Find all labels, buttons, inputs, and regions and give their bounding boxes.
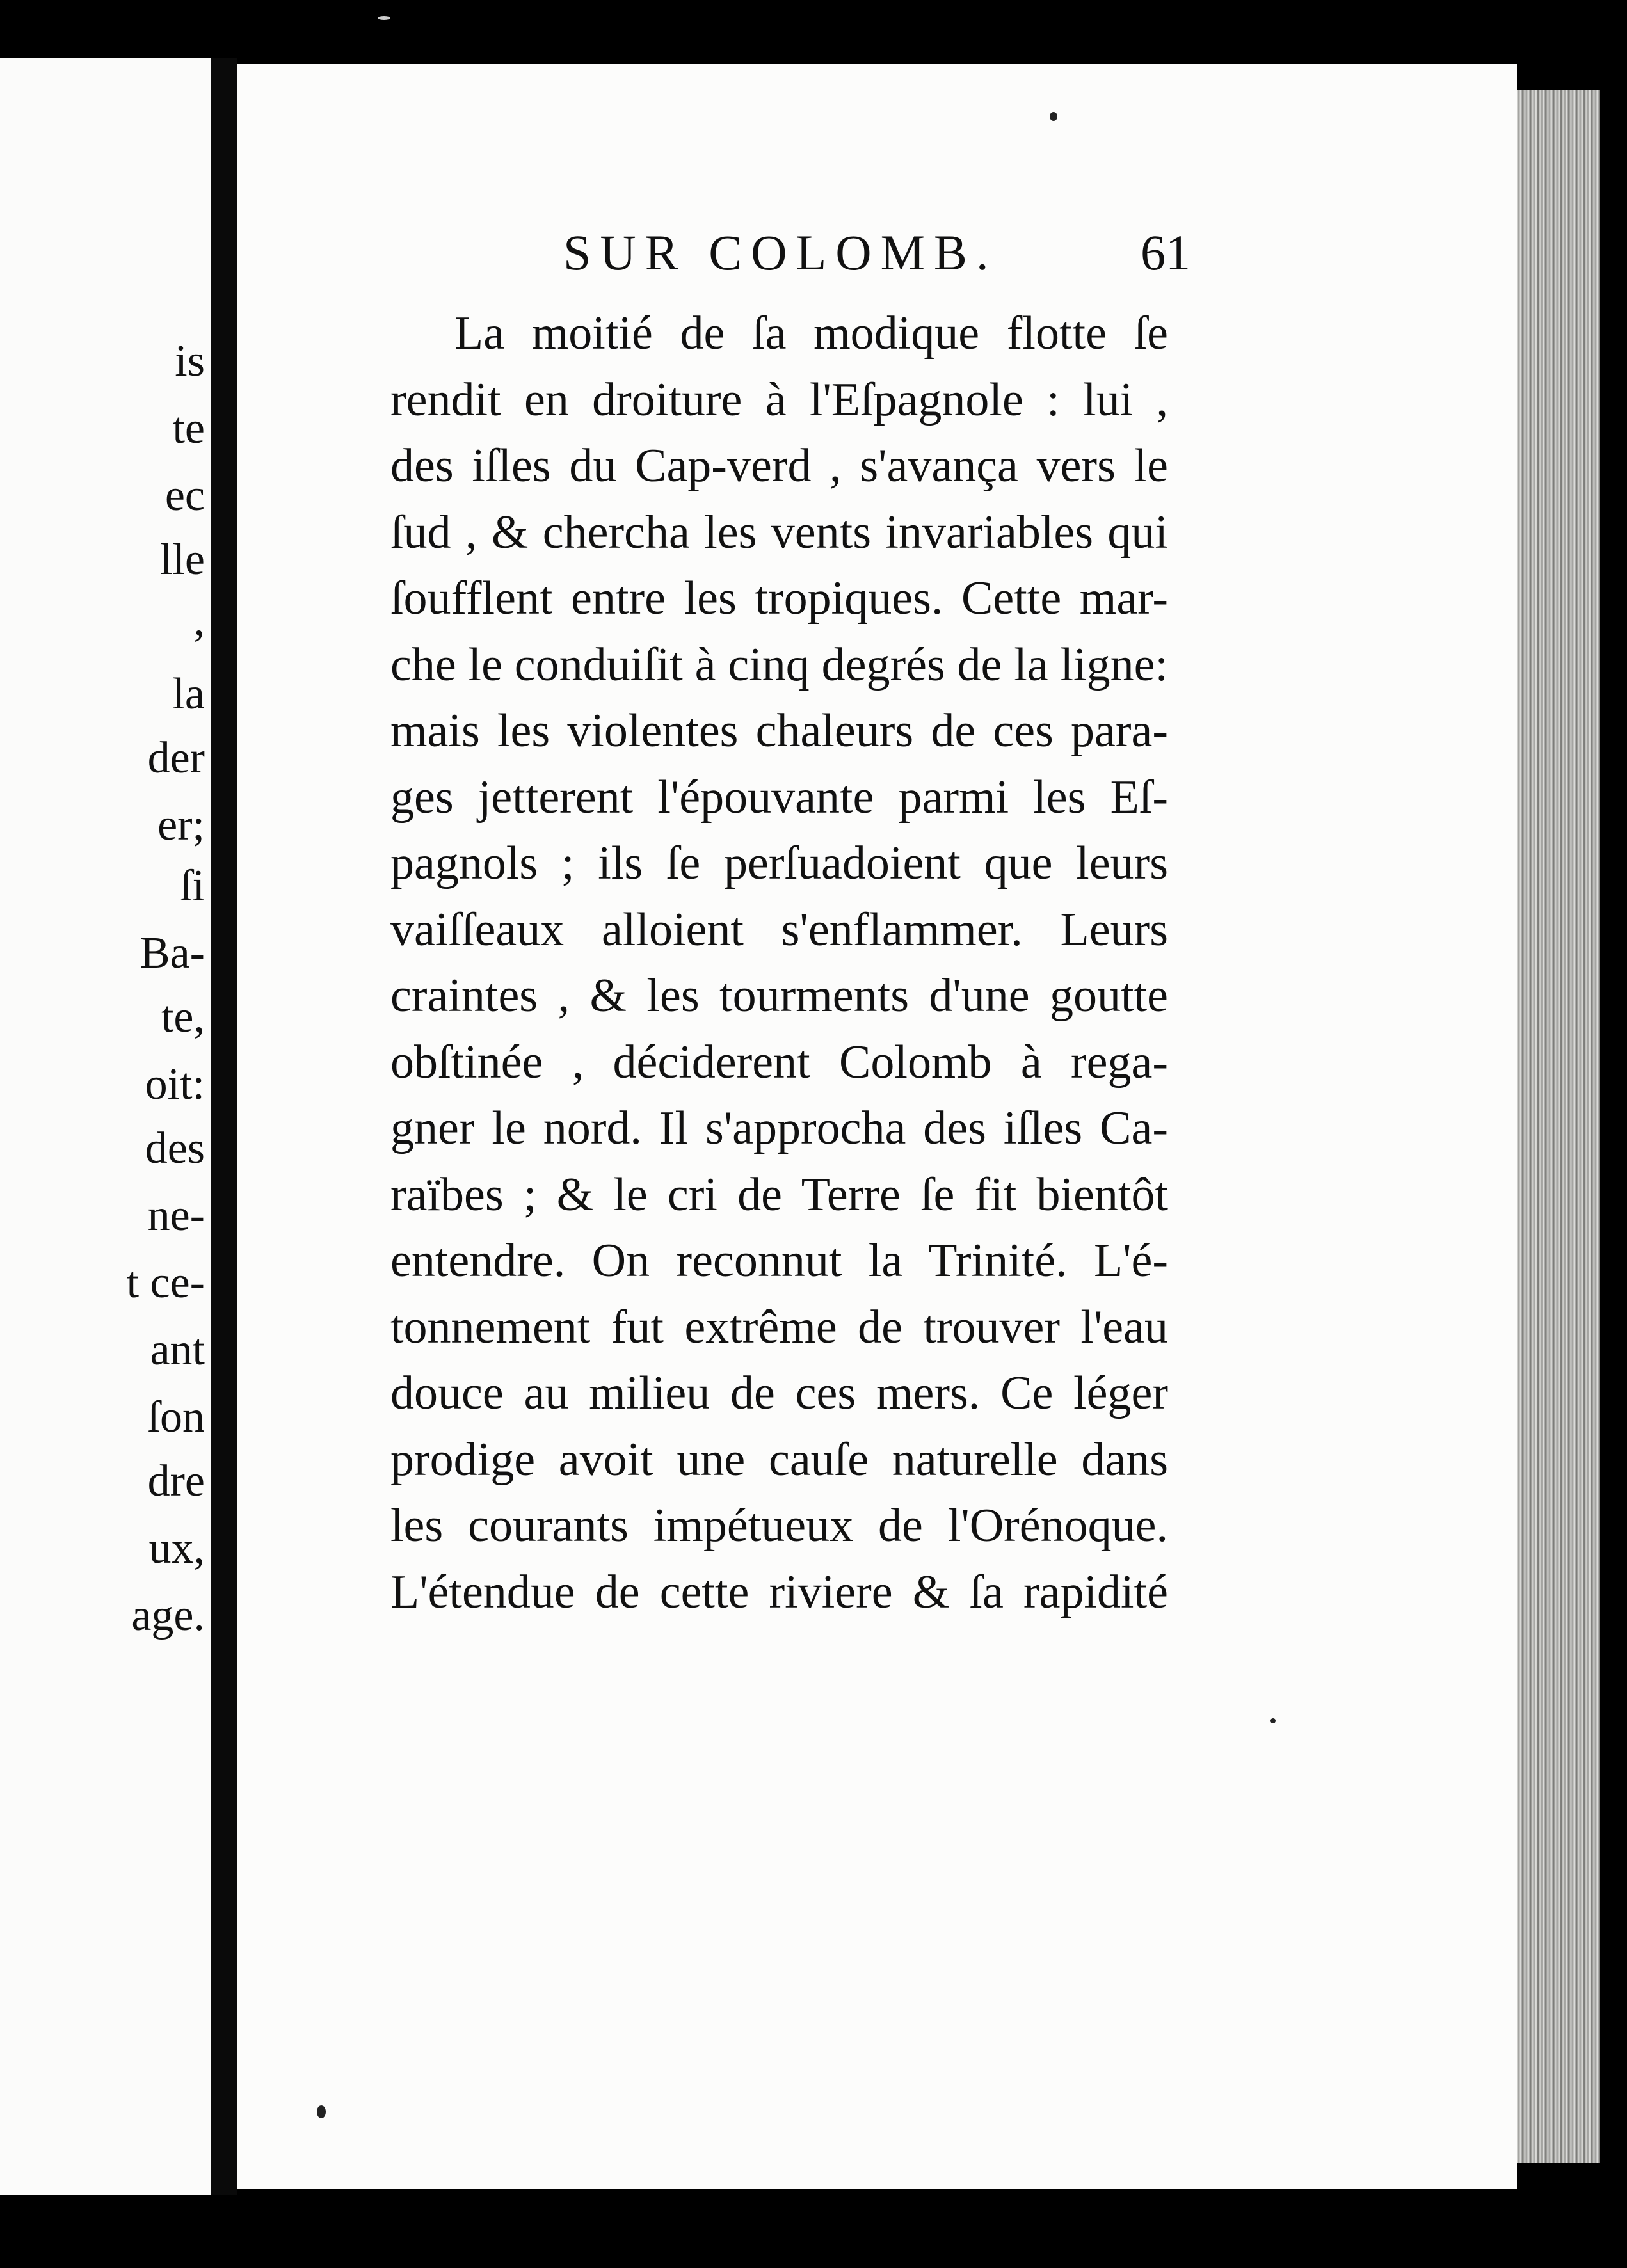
left-facing-page	[0, 58, 211, 2195]
left-fragment: ſon	[147, 1393, 205, 1442]
left-fragment: er;	[157, 801, 205, 850]
left-page-text-fragments	[0, 58, 211, 2195]
running-title: SUR COLOMB.	[563, 225, 998, 280]
text-line: che le conduiſit à cinq degrés de la ligne:	[390, 638, 1168, 691]
text-line: craintes , & les tourments d'une goutte	[390, 970, 1168, 1022]
text-line: prodige avoit une cauſe naturelle dans	[390, 1433, 1168, 1486]
left-fragment: dre	[147, 1457, 205, 1506]
left-fragment: ,	[193, 596, 205, 645]
left-fragment: des	[145, 1124, 205, 1173]
left-fragment: te,	[161, 993, 205, 1042]
book-gutter	[211, 58, 237, 2195]
left-fragment: te	[172, 404, 205, 453]
ink-speck	[378, 16, 390, 20]
left-fragment: ux,	[148, 1524, 205, 1573]
left-fragment: t ce-	[126, 1258, 205, 1307]
left-fragment: age.	[131, 1591, 205, 1640]
text-line: mais les violentes chaleurs de ces para-	[390, 705, 1168, 757]
text-line: raïbes ; & le cri de Terre ſe fit bientôt	[390, 1168, 1168, 1221]
left-fragment: is	[175, 337, 205, 386]
text-line: vaiſſeaux alloient s'enflammer. Leurs	[390, 903, 1168, 956]
left-fragment: der	[147, 733, 205, 783]
ink-speck	[317, 2105, 326, 2118]
text-line: entendre. On reconnut la Trinité. L'é-	[390, 1234, 1168, 1287]
left-fragment: ant	[150, 1325, 205, 1375]
ink-speck	[1050, 112, 1057, 121]
left-fragment: oit:	[145, 1060, 205, 1109]
text-line: L'étendue de cette riviere & ſa rapidité	[390, 1565, 1168, 1618]
text-line: douce au milieu de ces mers. Ce léger	[390, 1367, 1168, 1419]
left-fragment: ec	[164, 471, 205, 520]
text-line: rendit en droiture à l'Eſpagnole : lui ,	[390, 373, 1168, 426]
text-line: La moitié de ſa modique flotte ſe	[454, 307, 1168, 360]
text-line: ſud , & chercha les vents invariables qui	[390, 506, 1168, 559]
left-fragment: Ba-	[140, 929, 205, 978]
text-line: des iſles du Cap-verd , s'avança vers le	[390, 440, 1168, 492]
left-fragment: lle	[160, 535, 205, 584]
page-header	[563, 218, 1190, 294]
left-fragment: ne-	[147, 1191, 205, 1240]
text-line: ſoufflent entre les tropiques. Cette mar-	[390, 572, 1168, 625]
text-line: obſtinée , déciderent Colomb à rega-	[390, 1035, 1168, 1089]
text-line: ges jetterent l'épouvante parmi les Eſ-	[390, 771, 1168, 824]
left-fragment: la	[172, 669, 205, 719]
page-number: 61	[1141, 225, 1190, 280]
left-fragment: ſi	[180, 861, 205, 911]
ink-speck	[1270, 1718, 1276, 1723]
text-line: tonnement fut extrême de trouver l'eau	[390, 1300, 1168, 1354]
text-line: pagnols ; ils ſe perſuadoient que leurs	[390, 837, 1168, 890]
body-text	[390, 301, 1168, 1625]
page-edge	[1517, 90, 1600, 2163]
text-line: les courants impétueux de l'Orénoque.	[390, 1499, 1168, 1552]
text-line: gner le nord. Il s'approcha des iſles Ca-	[390, 1102, 1168, 1154]
